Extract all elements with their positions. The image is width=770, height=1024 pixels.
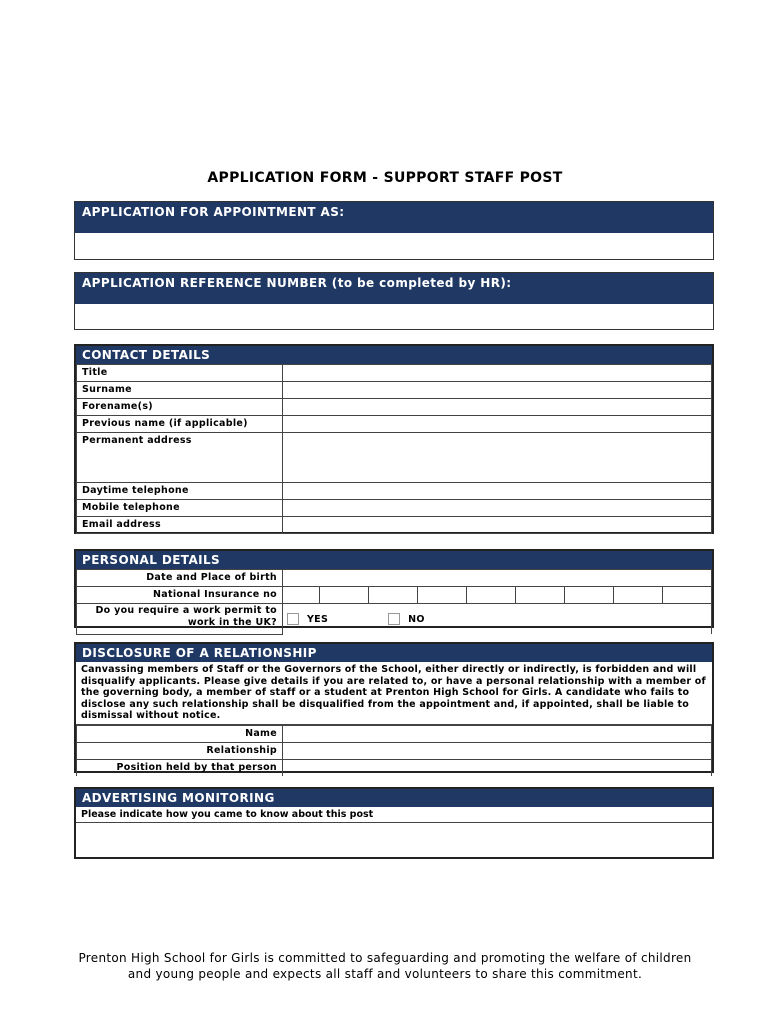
field-label: Relationship — [77, 742, 283, 759]
position-held-input[interactable] — [283, 759, 712, 776]
field-label: Position held by that person — [77, 759, 283, 776]
table-row — [77, 517, 712, 534]
form-title: APPLICATION FORM - SUPPORT STAFF POST — [207, 170, 563, 186]
contact-details-header: CONTACT DETAILS — [76, 346, 712, 364]
contact-details-table — [76, 364, 712, 534]
disclosure-section — [74, 642, 714, 773]
footer-line: and young people and expects all staff and volunteers to share this commitment. — [127, 967, 643, 981]
surname-input[interactable] — [283, 382, 712, 399]
field-label: Surname — [77, 382, 283, 399]
field-label: Title — [77, 365, 283, 382]
ni-label: National Insurance no — [77, 587, 283, 604]
relation-name-input[interactable] — [283, 725, 712, 742]
table-row — [77, 382, 712, 399]
disclosure-header: DISCLOSURE OF A RELATIONSHIP — [76, 644, 712, 662]
contact-details-section — [74, 344, 714, 534]
disclosure-table — [76, 725, 712, 776]
table-row — [77, 365, 712, 382]
advertising-header: ADVERTISING MONITORING — [76, 789, 712, 807]
disclosure-text: Canvassing members of Staff or the Governors of the School, either directly or indirectly, is forbidden and will disqualify applicants. Please give details if you are related to, or have a personal relationship with a member of the governing body, a member of staff or a student at Prenton High School for Girls. A candidate who fails to disclose any such relationship shall be disqualified from the appointment and, if appointed, shall be liable to dismissal without notice. — [76, 662, 712, 725]
table-row — [77, 759, 712, 776]
field-label: Mobile telephone — [77, 500, 283, 517]
field-label: Forename(s) — [77, 399, 283, 416]
dob-input[interactable] — [283, 570, 712, 587]
personal-details-section — [74, 549, 714, 628]
forenames-input[interactable] — [283, 399, 712, 416]
ni-digit-box[interactable] — [417, 587, 466, 603]
ni-digit-box[interactable] — [368, 587, 417, 603]
table-row — [77, 416, 712, 433]
personal-details-header: PERSONAL DETAILS — [76, 551, 712, 569]
table-row — [77, 500, 712, 517]
footer-line: Prenton High School for Girls is committed to safeguarding and promoting the welfare of children — [78, 951, 692, 965]
ni-digit-box[interactable] — [319, 587, 368, 603]
advertising-section — [74, 787, 714, 859]
appointment-section — [74, 201, 714, 260]
no-label: NO — [408, 613, 425, 625]
table-row — [77, 570, 712, 587]
field-label: Email address — [77, 517, 283, 534]
permit-label: Do you require a work permit to work in the UK? — [77, 604, 283, 635]
table-row — [77, 587, 712, 604]
mobile-telephone-input[interactable] — [283, 500, 712, 517]
field-label: Permanent address — [77, 433, 283, 483]
ni-input — [283, 587, 712, 604]
ni-digit-box[interactable] — [466, 587, 515, 603]
advertising-question: Please indicate how you came to know about this post — [76, 807, 712, 823]
ni-digit-box[interactable] — [283, 587, 319, 603]
table-row — [77, 725, 712, 742]
email-input[interactable] — [283, 517, 712, 534]
reference-input[interactable] — [75, 304, 713, 329]
table-row — [77, 604, 712, 635]
reference-header: APPLICATION REFERENCE NUMBER (to be completed by HR): — [75, 273, 713, 304]
address-input[interactable] — [283, 433, 712, 483]
daytime-telephone-input[interactable] — [283, 483, 712, 500]
ni-digit-box[interactable] — [662, 587, 711, 603]
ni-digit-box[interactable] — [564, 587, 613, 603]
personal-details-table — [76, 569, 712, 635]
table-row — [77, 399, 712, 416]
footer-statement — [0, 950, 770, 982]
yes-label: YES — [307, 613, 329, 625]
permit-yes-option[interactable] — [287, 612, 328, 627]
permit-options — [283, 604, 712, 635]
dob-label: Date and Place of birth — [77, 570, 283, 587]
field-label: Previous name (if applicable) — [77, 416, 283, 433]
table-row — [77, 742, 712, 759]
table-row — [77, 433, 712, 483]
ni-digit-box[interactable] — [613, 587, 662, 603]
ni-digit-box[interactable] — [515, 587, 564, 603]
table-row — [77, 483, 712, 500]
field-label: Daytime telephone — [77, 483, 283, 500]
appointment-input[interactable] — [75, 233, 713, 259]
yes-checkbox[interactable] — [287, 613, 299, 625]
previous-name-input[interactable] — [283, 416, 712, 433]
field-label: Name — [77, 725, 283, 742]
reference-section — [74, 272, 714, 330]
appointment-header: APPLICATION FOR APPOINTMENT AS: — [75, 202, 713, 233]
advertising-answer-input[interactable] — [76, 823, 712, 857]
relationship-input[interactable] — [283, 742, 712, 759]
title-input[interactable] — [283, 365, 712, 382]
permit-no-option[interactable] — [388, 612, 425, 627]
no-checkbox[interactable] — [388, 613, 400, 625]
